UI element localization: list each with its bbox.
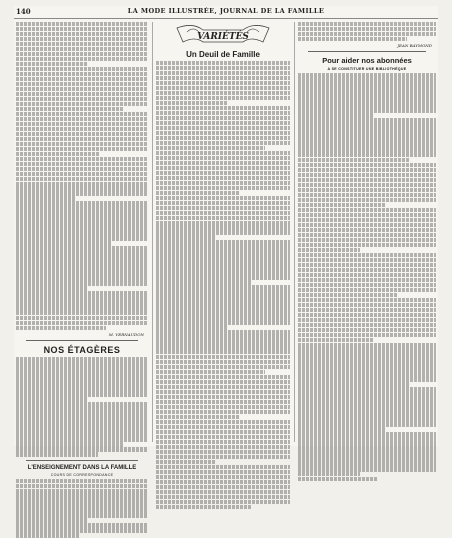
- text-line: [156, 350, 290, 354]
- text-line: [16, 513, 148, 517]
- text-line: [156, 96, 290, 100]
- text-line: [16, 432, 148, 436]
- text-line: [156, 111, 290, 115]
- text-line: [16, 321, 148, 325]
- text-line: [156, 275, 290, 279]
- text-line: [16, 211, 148, 215]
- text-line: [16, 484, 148, 488]
- text-line: [16, 172, 148, 176]
- text-line: [16, 362, 148, 366]
- text-line: [156, 400, 290, 404]
- text-line: [156, 106, 290, 110]
- text-line: [156, 285, 290, 289]
- text-line: [156, 450, 290, 454]
- text-line: [156, 201, 290, 205]
- text-line: [156, 410, 290, 414]
- text-line: [298, 323, 436, 327]
- text-line: [156, 490, 290, 494]
- text-line: [298, 258, 436, 262]
- text-line: [16, 493, 148, 497]
- text-line: [16, 316, 148, 320]
- text-line: [298, 183, 436, 187]
- text-line: [16, 152, 99, 156]
- text-line: [156, 305, 290, 309]
- text-line: [298, 298, 436, 302]
- text-line: [16, 47, 148, 51]
- text-line: [16, 326, 106, 330]
- text-line: [156, 340, 290, 344]
- text-line: [156, 310, 290, 314]
- section-title-etageres: NOS ÉTAGÈRES: [43, 345, 121, 356]
- text-line: [16, 72, 148, 76]
- article-title-abonnees: Pour aider nos abonnées: [322, 56, 412, 66]
- text-line: [16, 276, 148, 280]
- section-title-enseignement: L'ENSEIGNEMENT DANS LA FAMILLE: [27, 464, 137, 471]
- text-line: [298, 128, 436, 132]
- text-line: [156, 116, 290, 120]
- text-line: [298, 113, 373, 117]
- text-line: [298, 158, 410, 162]
- section-subtitle: COURS DE CORRESPONDANCE: [50, 472, 114, 477]
- text-line: [16, 412, 148, 416]
- text-line: [156, 460, 216, 464]
- text-line: [156, 295, 290, 299]
- text-line: [298, 88, 436, 92]
- column-divider: [294, 22, 295, 442]
- text-line: [298, 123, 436, 127]
- text-line: [156, 71, 290, 75]
- text-line: [16, 271, 148, 275]
- text-line: [156, 375, 290, 379]
- text-line: [156, 66, 290, 70]
- text-line: [156, 430, 290, 434]
- text-line: [156, 136, 290, 140]
- text-line: [156, 186, 290, 190]
- text-line: [156, 76, 290, 80]
- text-line: [156, 260, 290, 264]
- text-line: [16, 256, 148, 260]
- text-line: [298, 238, 436, 242]
- text-line: [16, 479, 148, 483]
- text-line: [156, 440, 290, 444]
- text-line: [156, 230, 290, 234]
- text-line: [156, 500, 290, 504]
- body-text-block: [298, 22, 436, 41]
- newspaper-page: [14, 6, 438, 477]
- text-line: [156, 495, 290, 499]
- text-line: [156, 395, 290, 399]
- text-line: [16, 97, 148, 101]
- text-line: [16, 437, 148, 441]
- text-line: [16, 186, 148, 190]
- text-line: [156, 405, 290, 409]
- text-line: [156, 216, 290, 220]
- text-line: [156, 435, 290, 439]
- text-line: [298, 278, 436, 282]
- text-line: [16, 92, 148, 96]
- text-line: [298, 233, 436, 237]
- text-line: [156, 141, 290, 145]
- text-line: [16, 281, 148, 285]
- text-line: [298, 22, 436, 26]
- text-line: [16, 67, 148, 71]
- text-line: [298, 83, 436, 87]
- text-line: [156, 370, 265, 374]
- text-line: [156, 360, 290, 364]
- section-rule: [308, 51, 426, 52]
- text-line: [156, 91, 290, 95]
- text-line: [156, 176, 290, 180]
- page-number: 140: [16, 7, 31, 16]
- text-line: [16, 167, 148, 171]
- text-line: [298, 382, 410, 386]
- text-line: [298, 387, 436, 391]
- text-line: [156, 325, 228, 329]
- text-line: [16, 87, 148, 91]
- text-line: [298, 293, 397, 297]
- text-line: [298, 477, 378, 481]
- text-line: [156, 390, 290, 394]
- text-line: [298, 138, 436, 142]
- text-line: [16, 382, 148, 386]
- text-line: [298, 213, 436, 217]
- text-line: [298, 407, 436, 411]
- text-line: [16, 122, 148, 126]
- text-line: [156, 191, 240, 195]
- text-line: [156, 505, 252, 509]
- text-line: [16, 533, 79, 537]
- text-line: [16, 261, 148, 265]
- text-line: [16, 442, 123, 446]
- text-line: [16, 311, 148, 315]
- text-line: [16, 201, 148, 205]
- text-line: [298, 318, 436, 322]
- text-line: [16, 357, 148, 361]
- text-line: [298, 362, 436, 366]
- text-line: [156, 270, 290, 274]
- text-line: [298, 32, 436, 36]
- body-text-block: [156, 61, 290, 509]
- text-line: [16, 22, 148, 26]
- text-line: [156, 166, 290, 170]
- text-line: [156, 320, 290, 324]
- text-line: [298, 27, 436, 31]
- text-line: [156, 265, 290, 269]
- text-line: [16, 221, 148, 225]
- text-line: [16, 241, 111, 245]
- text-line: [156, 61, 290, 65]
- text-line: [16, 372, 148, 376]
- text-line: [156, 245, 290, 249]
- text-line: [156, 300, 290, 304]
- text-line: [156, 385, 290, 389]
- text-line: [298, 432, 436, 436]
- text-line: [16, 518, 87, 522]
- text-line: [16, 236, 148, 240]
- text-line: [16, 286, 87, 290]
- text-line: [156, 196, 290, 200]
- text-line: [298, 462, 436, 466]
- text-line: [156, 280, 252, 284]
- text-line: [298, 198, 436, 202]
- text-line: [16, 452, 98, 456]
- text-line: [298, 103, 436, 107]
- text-line: [298, 333, 436, 337]
- text-line: [16, 251, 148, 255]
- text-line: [156, 156, 290, 160]
- text-line: [156, 131, 290, 135]
- text-line: [298, 223, 436, 227]
- text-line: [298, 168, 436, 172]
- text-line: [298, 308, 436, 312]
- article-title-deuil: Un Deuil de Famille: [186, 50, 260, 59]
- text-line: [298, 93, 436, 97]
- text-line: [298, 437, 436, 441]
- text-line: [298, 173, 436, 177]
- text-line: [16, 82, 148, 86]
- text-line: [16, 528, 148, 532]
- text-line: [156, 355, 290, 359]
- text-line: [298, 118, 436, 122]
- text-line: [16, 266, 148, 270]
- text-line: [16, 196, 75, 200]
- journal-title: LA MODE ILLUSTRÉE, JOURNAL DE LA FAMILLE: [127, 7, 325, 15]
- text-line: [156, 290, 290, 294]
- column-middle: [156, 22, 290, 442]
- text-line: [16, 142, 148, 146]
- text-line: [298, 442, 436, 446]
- text-line: [16, 402, 148, 406]
- text-line: [16, 112, 148, 116]
- text-line: [16, 42, 148, 46]
- text-line: [298, 467, 436, 471]
- text-line: [16, 137, 148, 141]
- text-line: [16, 102, 148, 106]
- text-line: [16, 489, 148, 493]
- text-line: [16, 301, 148, 305]
- text-line: [16, 523, 148, 527]
- text-line: [16, 157, 148, 161]
- text-line: [16, 226, 148, 230]
- text-line: [298, 372, 436, 376]
- text-line: [16, 182, 148, 186]
- body-text-block: [16, 479, 148, 538]
- text-line: [298, 328, 436, 332]
- text-line: [16, 127, 148, 131]
- column-left: [16, 22, 148, 477]
- text-line: [298, 338, 373, 342]
- text-line: [298, 243, 436, 247]
- text-line: [156, 151, 290, 155]
- text-line: [156, 255, 290, 259]
- text-line: [156, 330, 290, 334]
- text-line: [298, 37, 407, 41]
- text-line: [298, 472, 360, 476]
- text-line: [156, 101, 228, 105]
- text-line: [156, 345, 290, 349]
- text-line: [298, 422, 436, 426]
- text-line: [156, 475, 290, 479]
- text-line: [298, 78, 436, 82]
- text-line: [298, 447, 436, 451]
- text-line: [298, 163, 436, 167]
- body-text-block: [16, 22, 148, 330]
- text-line: [156, 121, 290, 125]
- text-line: [156, 161, 290, 165]
- text-line: [156, 380, 290, 384]
- text-line: [298, 188, 436, 192]
- column-right: [298, 22, 436, 442]
- text-line: [298, 253, 436, 257]
- text-line: [298, 143, 436, 147]
- text-line: [298, 283, 436, 287]
- varietes-banner: [173, 22, 273, 48]
- text-line: [298, 98, 436, 102]
- article-signature: JEAN BAYMOND: [397, 43, 432, 49]
- text-line: [156, 470, 290, 474]
- text-line: [156, 250, 290, 254]
- text-line: [298, 352, 436, 356]
- text-line: [16, 62, 87, 66]
- text-line: [298, 357, 436, 361]
- text-line: [298, 178, 436, 182]
- text-line: [16, 231, 148, 235]
- text-line: [16, 191, 148, 195]
- text-line: [298, 392, 436, 396]
- text-line: [298, 377, 436, 381]
- text-line: [156, 445, 290, 449]
- text-line: [16, 117, 148, 121]
- text-line: [16, 422, 148, 426]
- text-line: [298, 133, 436, 137]
- page-header: [14, 6, 438, 19]
- text-line: [16, 27, 148, 31]
- text-line: [298, 208, 436, 212]
- text-line: [298, 263, 436, 267]
- text-line: [16, 417, 148, 421]
- text-line: [16, 206, 148, 210]
- text-line: [156, 415, 240, 419]
- text-line: [156, 221, 290, 225]
- text-line: [16, 377, 148, 381]
- text-line: [156, 455, 290, 459]
- section-rule: [26, 340, 138, 341]
- text-line: [156, 235, 216, 239]
- text-line: [298, 417, 436, 421]
- text-line: [298, 73, 436, 77]
- text-line: [16, 216, 148, 220]
- text-line: [16, 306, 148, 310]
- text-line: [156, 425, 290, 429]
- text-line: [156, 171, 290, 175]
- text-line: [16, 447, 148, 451]
- text-line: [298, 273, 436, 277]
- text-line: [16, 397, 87, 401]
- section-rule: [26, 460, 138, 461]
- text-line: [298, 303, 436, 307]
- text-line: [156, 126, 290, 130]
- text-line: [16, 147, 148, 151]
- text-line: [298, 347, 436, 351]
- text-line: [298, 153, 436, 157]
- text-line: [156, 211, 290, 215]
- text-line: [156, 181, 290, 185]
- text-line: [16, 107, 123, 111]
- article-subtitle: A SE CONSTITUER UNE BIBLIOTHÈQUE: [327, 67, 407, 72]
- text-line: [16, 52, 148, 56]
- text-line: [16, 392, 148, 396]
- body-text-block: [16, 357, 148, 456]
- text-line: [156, 225, 290, 229]
- text-line: [16, 508, 148, 512]
- text-line: [16, 427, 148, 431]
- text-line: [16, 367, 148, 371]
- text-line: [16, 291, 148, 295]
- text-line: [298, 402, 436, 406]
- text-line: [16, 498, 148, 502]
- text-line: [16, 132, 148, 136]
- text-line: [156, 420, 290, 424]
- text-line: [298, 228, 436, 232]
- text-line: [16, 177, 148, 181]
- text-line: [298, 108, 436, 112]
- text-line: [156, 335, 290, 339]
- column-divider: [152, 22, 153, 442]
- text-line: [156, 240, 290, 244]
- text-line: [298, 452, 436, 456]
- text-line: [156, 480, 290, 484]
- banner-label: VARIÉTÉS: [197, 32, 249, 42]
- text-line: [298, 268, 436, 272]
- text-line: [156, 485, 290, 489]
- text-line: [16, 162, 148, 166]
- text-line: [16, 503, 148, 507]
- text-line: [16, 387, 148, 391]
- text-line: [156, 365, 290, 369]
- body-text-block: [298, 73, 436, 481]
- text-line: [298, 248, 360, 252]
- text-line: [16, 296, 148, 300]
- text-line: [156, 81, 290, 85]
- text-line: [298, 148, 436, 152]
- text-line: [156, 315, 290, 319]
- text-line: [298, 193, 436, 197]
- text-line: [298, 203, 385, 207]
- text-line: [298, 343, 436, 347]
- article-signature: M. VERNAUDON: [108, 332, 144, 338]
- text-line: [298, 367, 436, 371]
- text-line: [16, 32, 148, 36]
- text-line: [16, 407, 148, 411]
- text-line: [298, 457, 436, 461]
- text-line: [298, 427, 385, 431]
- text-line: [16, 37, 148, 41]
- text-line: [16, 77, 148, 81]
- text-line: [298, 397, 436, 401]
- text-line: [298, 218, 436, 222]
- text-line: [156, 206, 290, 210]
- text-line: [298, 412, 436, 416]
- text-line: [298, 288, 436, 292]
- text-line: [16, 57, 148, 61]
- text-line: [298, 313, 436, 317]
- text-line: [156, 86, 290, 90]
- text-line: [156, 146, 265, 150]
- text-line: [156, 465, 290, 469]
- text-line: [16, 246, 148, 250]
